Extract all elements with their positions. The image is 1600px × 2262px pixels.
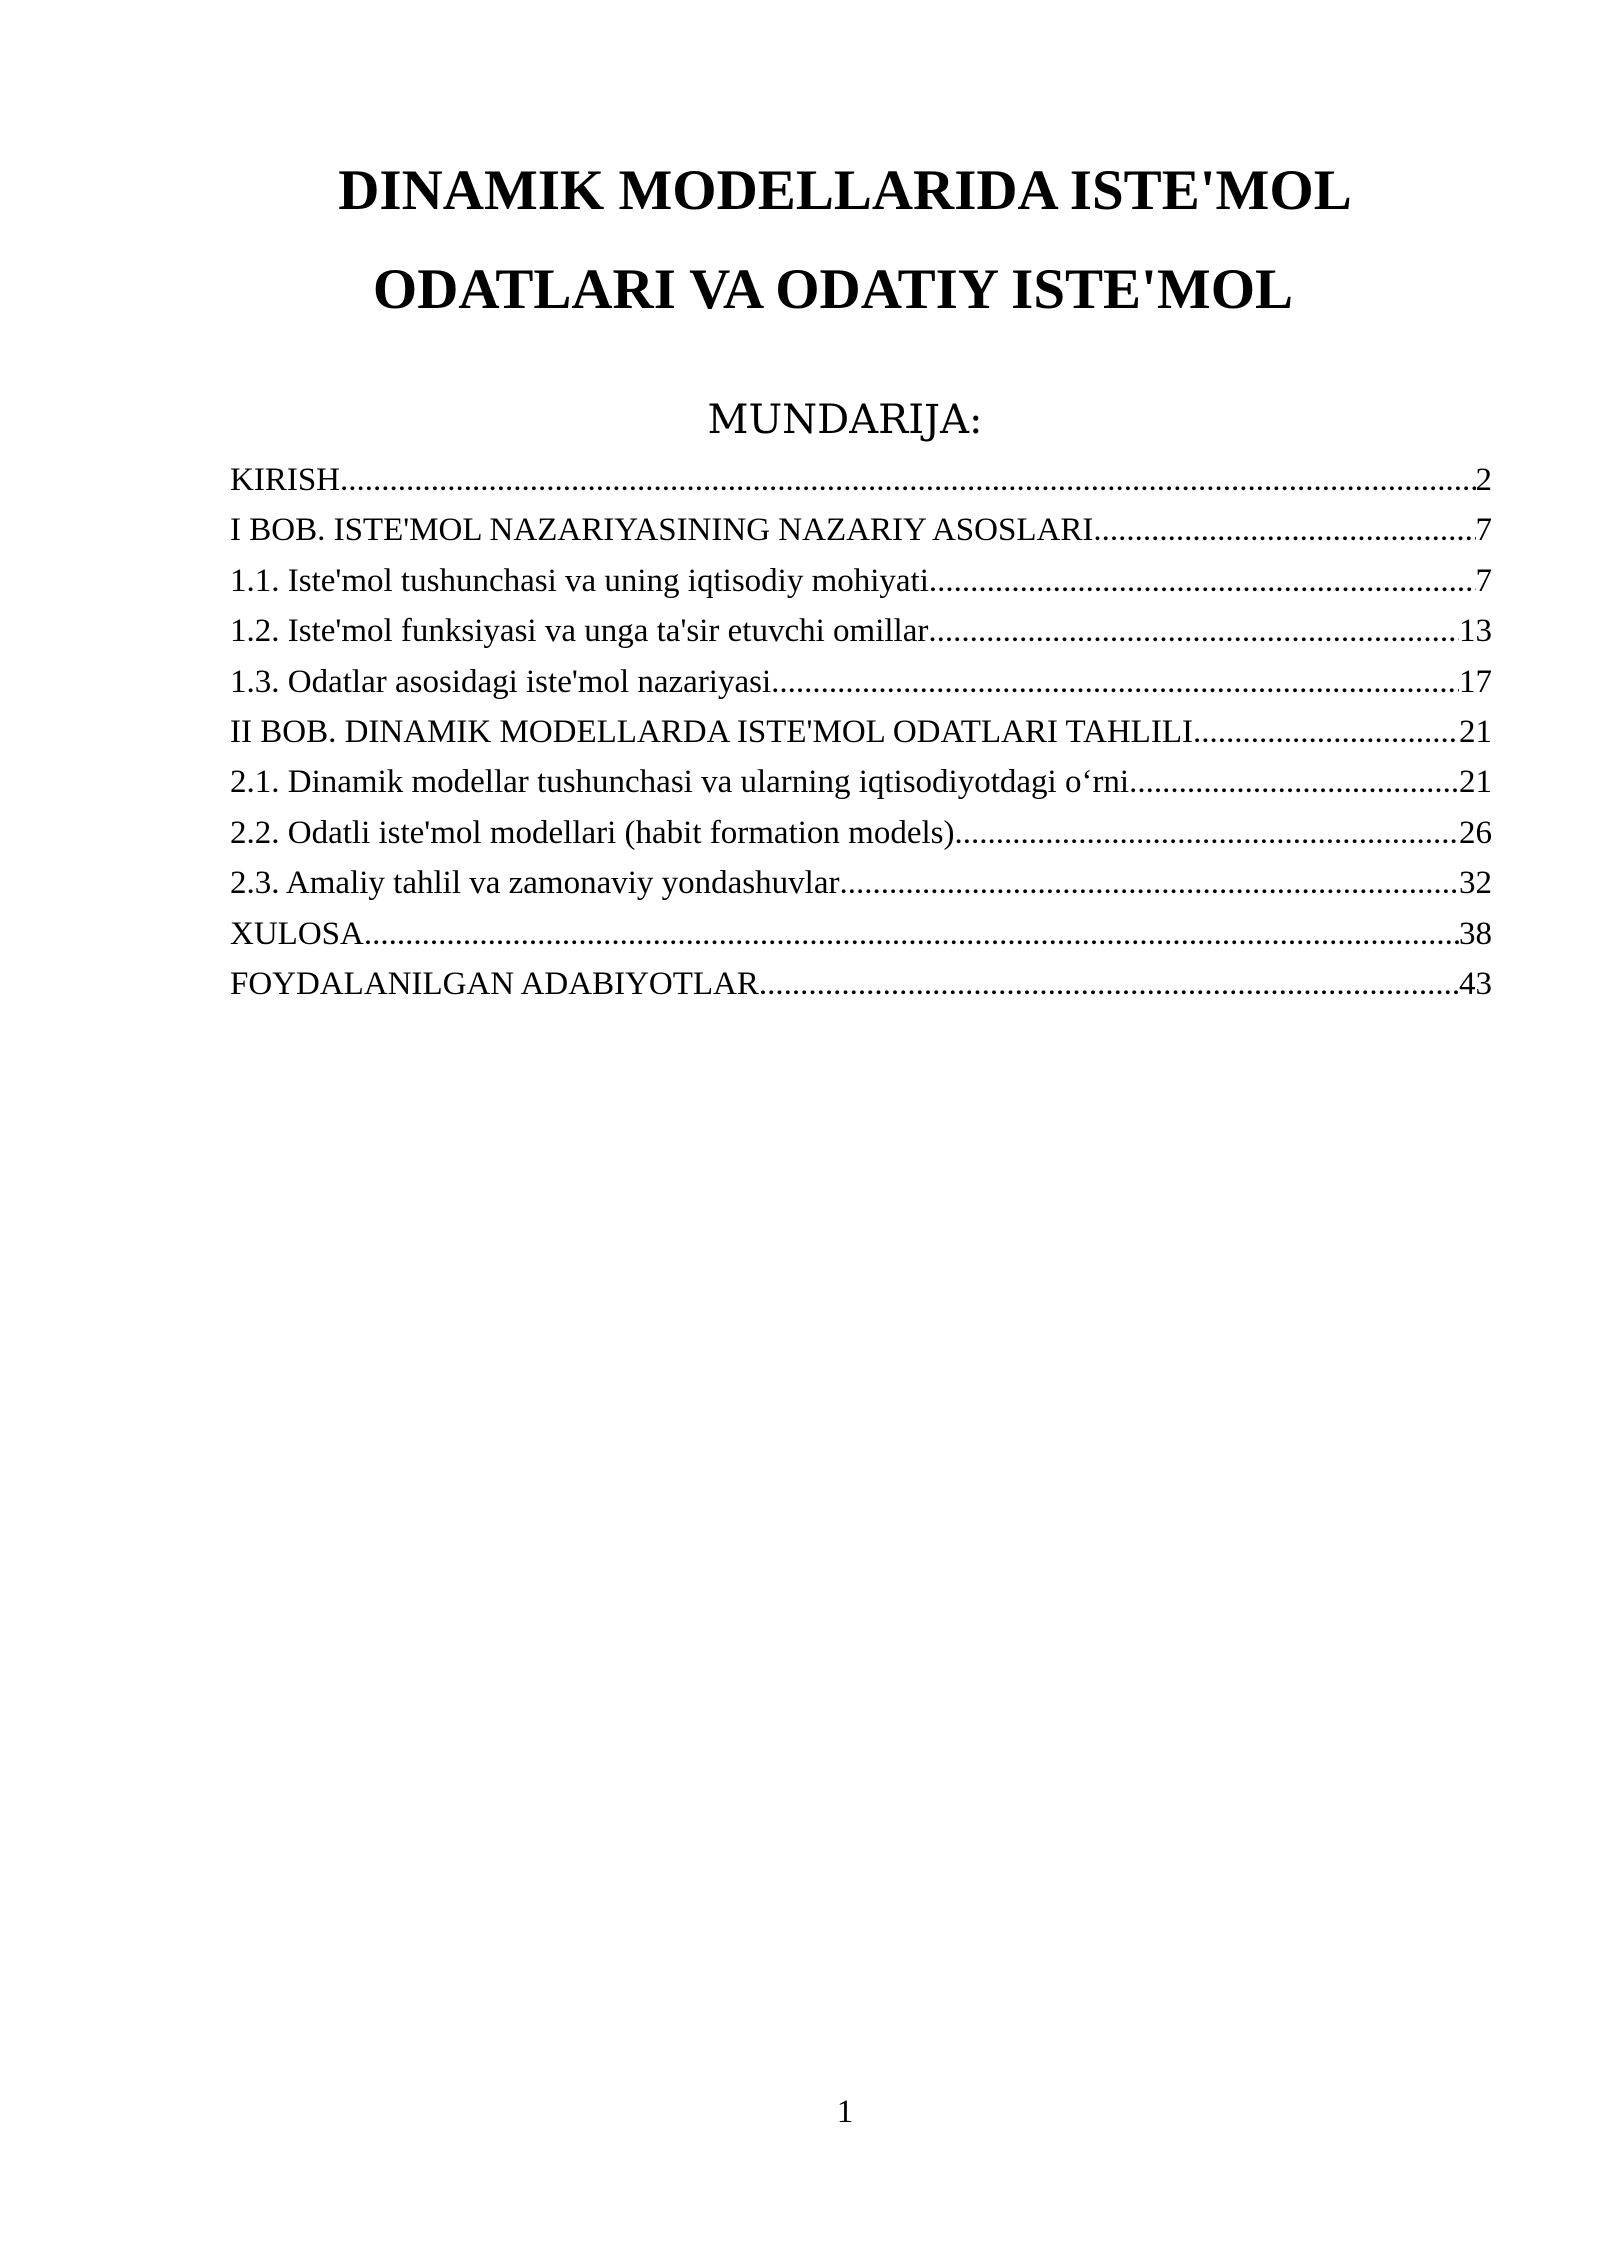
toc-entry-label: 1.1. Iste'mol tushunchasi va uning iqtisodiy mohiyati	[230, 562, 929, 599]
toc-entry-section-2-2[interactable]	[230, 808, 1492, 858]
toc-entry-page: 21	[1459, 764, 1492, 801]
toc-entry-label: KIRISH	[230, 462, 341, 498]
toc-dot-leader	[1093, 505, 1475, 555]
toc-entry-page: 7	[1475, 562, 1492, 599]
toc-dot-leader	[1129, 757, 1459, 807]
toc-entry-page: 26	[1459, 814, 1492, 851]
toc-entry-section-2-1[interactable]	[230, 757, 1492, 807]
toc-dot-leader	[954, 808, 1459, 858]
toc-entry-page: 17	[1459, 663, 1492, 700]
toc-entry-label: II BOB. DINAMIK MODELLARDA ISTE'MOL ODATLARI TAHLILI	[230, 713, 1193, 750]
toc-entry-kirish[interactable]	[230, 455, 1492, 505]
toc-entry-page: 38	[1459, 915, 1492, 952]
toc-entry-label: FOYDALANILGAN ADABIYOTLAR	[230, 965, 759, 1002]
toc-entry-section-1-2[interactable]	[230, 606, 1492, 656]
toc-entry-page: 7	[1475, 512, 1492, 549]
toc-entry-label: I BOB. ISTE'MOL NAZARIYASINING NAZARIY ASOSLARI	[230, 512, 1094, 549]
toc-entry-section-2-3[interactable]	[230, 858, 1492, 908]
toc-dot-leader	[928, 606, 1459, 656]
toc-entry-xulosa[interactable]	[230, 909, 1492, 959]
toc-entry-page: 43	[1459, 965, 1492, 1002]
toc-dot-leader	[1193, 707, 1459, 757]
toc-entry-page: 13	[1459, 613, 1492, 650]
toc-heading: MUNDARIJA:	[707, 397, 983, 443]
toc-entry-label: 1.2. Iste'mol funksiyasi va unga ta'sir etuvchi omillar	[230, 613, 929, 650]
toc-entry-chapter-1[interactable]	[230, 505, 1492, 555]
toc-dot-leader	[929, 556, 1476, 606]
toc-entry-label: 2.2. Odatli iste'mol modellari (habit formation models)	[230, 814, 955, 851]
toc-dot-leader	[839, 858, 1459, 908]
toc-entry-label: 2.1. Dinamik modellar tushunchasi va ularning iqtisodiyotdagi o‘rni	[230, 764, 1130, 801]
toc-entry-section-1-3[interactable]	[230, 657, 1492, 707]
document-title-line-2: ODATLARI VA ODATIY ISTE'MOL	[372, 258, 1294, 321]
toc-dot-leader	[364, 909, 1459, 959]
page-number: 1	[836, 2094, 854, 2130]
toc-dot-leader	[759, 959, 1459, 1009]
toc-entry-section-1-1[interactable]	[230, 556, 1492, 606]
toc-dot-leader	[771, 657, 1459, 707]
toc-entry-page: 21	[1459, 713, 1492, 750]
toc-entry-page: 2	[1475, 462, 1492, 498]
toc-entry-label: 2.3. Amaliy tahlil va zamonaviy yondashuvlar	[230, 865, 840, 902]
document-title-line-1: DINAMIK MODELLARIDA ISTE'MOL	[338, 159, 1352, 222]
toc-entry-references[interactable]	[230, 959, 1492, 1009]
toc-entry-label: 1.3. Odatlar asosidagi iste'mol nazariyasi	[230, 663, 772, 700]
toc-entry-chapter-2[interactable]	[230, 707, 1492, 757]
toc-entry-page: 32	[1459, 865, 1492, 902]
table-of-contents	[230, 455, 1492, 1009]
toc-dot-leader	[340, 455, 1475, 505]
toc-entry-label: XULOSA	[230, 915, 364, 952]
